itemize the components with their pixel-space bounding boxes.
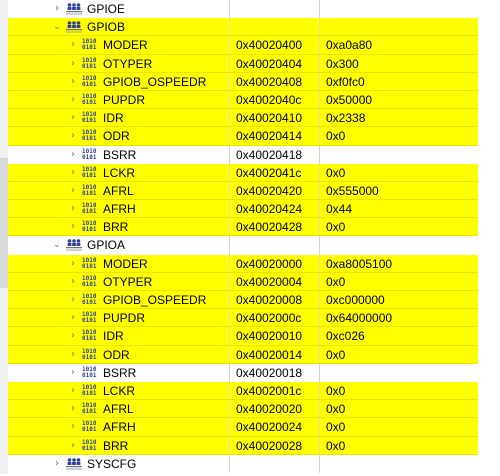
column-divider bbox=[229, 36, 230, 54]
column-divider bbox=[229, 364, 230, 382]
column-divider bbox=[229, 18, 230, 36]
register-value[interactable]: 0x2338 bbox=[326, 111, 366, 126]
register-address: 0x40020420 bbox=[236, 183, 303, 198]
chevron-right-icon[interactable]: › bbox=[71, 184, 75, 196]
register-name: GPIOB_OSPEEDR bbox=[103, 293, 207, 307]
column-divider bbox=[229, 200, 230, 218]
column-divider bbox=[229, 164, 230, 182]
binary-register-icon: 1010 0101 bbox=[82, 438, 97, 452]
register-name: BSRR bbox=[103, 147, 137, 162]
column-divider bbox=[319, 255, 320, 273]
register-value[interactable]: 0x0 bbox=[326, 438, 346, 453]
register-address: 0x40020424 bbox=[236, 202, 303, 217]
chevron-right-icon[interactable]: › bbox=[71, 366, 75, 378]
register-address: 0x40020018 bbox=[236, 365, 303, 380]
peripheral-name: GPIOA bbox=[87, 238, 126, 253]
register-row[interactable] bbox=[8, 55, 478, 73]
column-divider bbox=[319, 218, 320, 236]
column-divider bbox=[319, 0, 320, 18]
register-name: MODER bbox=[103, 256, 148, 271]
binary-register-icon: 1010 0101 bbox=[82, 311, 97, 325]
column-divider bbox=[319, 109, 320, 127]
register-address: 0x40020024 bbox=[236, 420, 303, 435]
register-row[interactable] bbox=[8, 400, 478, 418]
binary-register-icon: 1010 0101 bbox=[82, 165, 97, 179]
chevron-right-icon[interactable]: › bbox=[71, 148, 75, 160]
register-name: BSRR bbox=[103, 365, 137, 380]
register-row[interactable] bbox=[8, 364, 478, 382]
chevron-right-icon[interactable]: › bbox=[71, 130, 75, 142]
register-row[interactable] bbox=[8, 200, 478, 218]
chevron-right-icon[interactable]: › bbox=[55, 3, 59, 14]
column-divider bbox=[319, 73, 320, 91]
register-row[interactable] bbox=[8, 382, 478, 400]
register-address: 0x40020404 bbox=[236, 56, 303, 71]
column-divider bbox=[319, 400, 320, 418]
chevron-right-icon[interactable]: › bbox=[71, 93, 75, 105]
column-divider bbox=[319, 382, 320, 400]
binary-register-icon: 1010 0101 bbox=[82, 74, 97, 88]
chevron-right-icon[interactable]: › bbox=[71, 312, 75, 324]
register-address: 0x40020428 bbox=[236, 220, 303, 235]
binary-register-icon: 1010 0101 bbox=[82, 365, 97, 379]
register-value[interactable]: 0x0 bbox=[326, 129, 346, 144]
register-row[interactable] bbox=[8, 309, 478, 327]
register-row[interactable] bbox=[8, 109, 478, 127]
register-row[interactable] bbox=[8, 146, 478, 164]
chevron-right-icon[interactable]: › bbox=[71, 221, 75, 233]
chevron-right-icon[interactable]: › bbox=[71, 330, 75, 342]
column-divider bbox=[319, 455, 320, 473]
chevron-right-icon[interactable]: › bbox=[71, 384, 75, 396]
register-row[interactable] bbox=[8, 327, 478, 345]
binary-register-icon: 1010 0101 bbox=[82, 92, 97, 106]
register-address: 0x40020400 bbox=[236, 38, 303, 53]
register-value[interactable]: 0x0 bbox=[326, 274, 346, 289]
column-divider bbox=[229, 255, 230, 273]
column-divider bbox=[229, 418, 230, 436]
column-divider bbox=[229, 182, 230, 200]
column-divider bbox=[319, 200, 320, 218]
binary-register-icon: 1010 0101 bbox=[82, 347, 97, 361]
register-address: 0x4002000c bbox=[236, 311, 302, 326]
register-address: 0x40020008 bbox=[236, 293, 303, 307]
chevron-right-icon[interactable]: › bbox=[71, 403, 75, 415]
peripheral-group-icon bbox=[66, 20, 82, 34]
column-divider bbox=[319, 91, 320, 109]
column-divider bbox=[319, 291, 320, 309]
column-divider bbox=[229, 109, 230, 127]
register-row[interactable] bbox=[8, 36, 478, 54]
register-value[interactable]: 0xf0fc0 bbox=[326, 74, 365, 89]
register-name: PUPDR bbox=[103, 92, 146, 107]
register-row[interactable] bbox=[8, 346, 478, 364]
column-divider bbox=[319, 236, 320, 254]
binary-register-icon: 1010 0101 bbox=[82, 147, 97, 161]
register-value[interactable]: 0xc026 bbox=[326, 329, 365, 344]
chevron-right-icon[interactable]: › bbox=[71, 57, 75, 69]
column-divider bbox=[319, 327, 320, 345]
register-name: BRR bbox=[103, 438, 129, 453]
column-divider bbox=[229, 146, 230, 164]
column-divider bbox=[319, 273, 320, 291]
peripheral-row[interactable] bbox=[8, 0, 478, 18]
peripheral-name: GPIOB bbox=[87, 20, 126, 35]
register-value[interactable]: 0x64000000 bbox=[326, 311, 393, 326]
register-name: PUPDR bbox=[103, 311, 146, 326]
register-row[interactable] bbox=[8, 418, 478, 436]
binary-register-icon: 1010 0101 bbox=[82, 402, 97, 416]
chevron-down-icon[interactable]: ⌄ bbox=[53, 22, 61, 33]
register-value[interactable]: 0x0 bbox=[326, 165, 346, 180]
peripheral-group-icon bbox=[66, 457, 82, 471]
peripheral-row[interactable] bbox=[8, 18, 478, 36]
register-value[interactable]: 0xa0a80 bbox=[326, 38, 373, 53]
right-margin bbox=[480, 0, 500, 474]
register-row[interactable] bbox=[8, 73, 478, 91]
register-tree bbox=[8, 0, 478, 473]
register-value[interactable]: 0x50000 bbox=[326, 92, 373, 107]
column-divider bbox=[319, 346, 320, 364]
chevron-right-icon[interactable]: › bbox=[71, 112, 75, 124]
register-address: 0x4002040c bbox=[236, 92, 302, 107]
register-row[interactable] bbox=[8, 218, 478, 236]
column-divider bbox=[229, 236, 230, 254]
register-name: AFRH bbox=[103, 202, 136, 217]
peripheral-row[interactable] bbox=[8, 236, 478, 254]
binary-register-icon: 1010 0101 bbox=[82, 420, 97, 434]
chevron-down-icon[interactable]: ⌄ bbox=[53, 240, 61, 251]
binary-register-icon: 1010 0101 bbox=[82, 256, 97, 270]
register-address: 0x4002041c bbox=[236, 165, 302, 180]
column-divider bbox=[319, 364, 320, 382]
chevron-right-icon[interactable]: › bbox=[71, 39, 75, 51]
column-divider bbox=[229, 273, 230, 291]
register-value[interactable]: 0x0 bbox=[326, 420, 346, 435]
column-divider bbox=[229, 455, 230, 473]
register-name: MODER bbox=[103, 38, 148, 53]
register-address: 0x40020010 bbox=[236, 329, 303, 344]
column-divider bbox=[319, 182, 320, 200]
column-divider bbox=[229, 127, 230, 145]
register-name: ODR bbox=[103, 129, 130, 144]
column-divider bbox=[319, 36, 320, 54]
binary-register-icon: 1010 0101 bbox=[82, 56, 97, 70]
register-address: 0x40020000 bbox=[236, 256, 303, 271]
register-name: OTYPER bbox=[103, 56, 153, 71]
column-divider bbox=[229, 91, 230, 109]
gutter-scroll-thumb[interactable] bbox=[0, 158, 8, 288]
register-address: 0x40020408 bbox=[236, 74, 303, 89]
column-divider bbox=[229, 73, 230, 91]
register-name: AFRL bbox=[103, 183, 134, 198]
register-name: AFRH bbox=[103, 420, 136, 435]
register-address: 0x40020028 bbox=[236, 438, 303, 453]
column-divider bbox=[229, 218, 230, 236]
register-row[interactable] bbox=[8, 437, 478, 455]
column-divider bbox=[319, 127, 320, 145]
column-divider bbox=[319, 146, 320, 164]
binary-register-icon: 1010 0101 bbox=[82, 129, 97, 143]
binary-register-icon: 1010 0101 bbox=[82, 220, 97, 234]
register-row[interactable] bbox=[8, 182, 478, 200]
register-row[interactable] bbox=[8, 164, 478, 182]
column-divider bbox=[229, 346, 230, 364]
register-name: OTYPER bbox=[103, 274, 153, 289]
register-row[interactable] bbox=[8, 127, 478, 145]
chevron-right-icon[interactable]: › bbox=[71, 166, 75, 178]
column-divider bbox=[229, 0, 230, 18]
chevron-right-icon[interactable]: › bbox=[71, 275, 75, 287]
register-row[interactable] bbox=[8, 91, 478, 109]
register-name: LCKR bbox=[103, 383, 136, 398]
register-name: AFRL bbox=[103, 402, 134, 417]
column-divider bbox=[229, 437, 230, 455]
register-name: IDR bbox=[103, 329, 124, 344]
chevron-right-icon[interactable]: › bbox=[71, 439, 75, 451]
column-divider bbox=[229, 291, 230, 309]
register-name: IDR bbox=[103, 111, 124, 126]
register-name: GPIOB_OSPEEDR bbox=[103, 74, 207, 89]
column-divider bbox=[319, 55, 320, 73]
register-row[interactable] bbox=[8, 291, 478, 309]
column-divider bbox=[319, 418, 320, 436]
peripheral-name: GPIOE bbox=[87, 2, 126, 16]
binary-register-icon: 1010 0101 bbox=[82, 38, 97, 52]
register-address: 0x4002001c bbox=[236, 383, 302, 398]
register-value[interactable]: 0x0 bbox=[326, 383, 346, 398]
column-divider bbox=[229, 55, 230, 73]
binary-register-icon: 1010 0101 bbox=[82, 202, 97, 216]
binary-register-icon: 1010 0101 bbox=[82, 183, 97, 197]
register-value[interactable]: 0x555000 bbox=[326, 183, 379, 198]
chevron-right-icon[interactable]: › bbox=[71, 75, 75, 87]
register-address: 0x40020414 bbox=[236, 129, 303, 144]
register-value[interactable]: 0x300 bbox=[326, 56, 359, 71]
column-divider bbox=[229, 327, 230, 345]
column-divider bbox=[319, 437, 320, 455]
register-value[interactable]: 0xa8005100 bbox=[326, 256, 393, 271]
register-value[interactable]: 0xc000000 bbox=[326, 293, 385, 307]
column-divider bbox=[319, 164, 320, 182]
column-divider bbox=[319, 18, 320, 36]
binary-register-icon: 1010 0101 bbox=[82, 293, 97, 306]
register-address: 0x40020410 bbox=[236, 111, 303, 126]
register-name: ODR bbox=[103, 347, 130, 362]
chevron-right-icon[interactable]: › bbox=[55, 457, 59, 469]
chevron-right-icon[interactable]: › bbox=[71, 348, 75, 360]
register-value[interactable]: 0x0 bbox=[326, 220, 346, 235]
peripheral-group-icon bbox=[66, 2, 82, 16]
register-value[interactable]: 0x0 bbox=[326, 347, 346, 362]
register-address: 0x40020004 bbox=[236, 274, 303, 289]
chevron-right-icon[interactable]: › bbox=[71, 421, 75, 433]
register-name: BRR bbox=[103, 220, 129, 235]
column-divider bbox=[229, 309, 230, 327]
binary-register-icon: 1010 0101 bbox=[82, 383, 97, 397]
chevron-right-icon[interactable]: › bbox=[71, 294, 75, 305]
chevron-right-icon[interactable]: › bbox=[71, 257, 75, 269]
left-gutter bbox=[0, 0, 8, 474]
column-divider bbox=[229, 400, 230, 418]
register-address: 0x40020418 bbox=[236, 147, 303, 162]
register-value[interactable]: 0x44 bbox=[326, 202, 353, 217]
peripheral-row[interactable] bbox=[8, 455, 478, 473]
register-row[interactable] bbox=[8, 255, 478, 273]
peripheral-name: SYSCFG bbox=[87, 456, 137, 471]
register-address: 0x40020014 bbox=[236, 347, 303, 362]
binary-register-icon: 1010 0101 bbox=[82, 274, 97, 288]
binary-register-icon: 1010 0101 bbox=[82, 111, 97, 125]
register-address: 0x40020020 bbox=[236, 402, 303, 417]
binary-register-icon: 1010 0101 bbox=[82, 329, 97, 343]
peripheral-group-icon bbox=[66, 238, 82, 252]
register-row[interactable] bbox=[8, 273, 478, 291]
register-name: LCKR bbox=[103, 165, 136, 180]
chevron-right-icon[interactable]: › bbox=[71, 203, 75, 215]
register-value[interactable]: 0x0 bbox=[326, 402, 346, 417]
column-divider bbox=[229, 382, 230, 400]
column-divider bbox=[319, 309, 320, 327]
